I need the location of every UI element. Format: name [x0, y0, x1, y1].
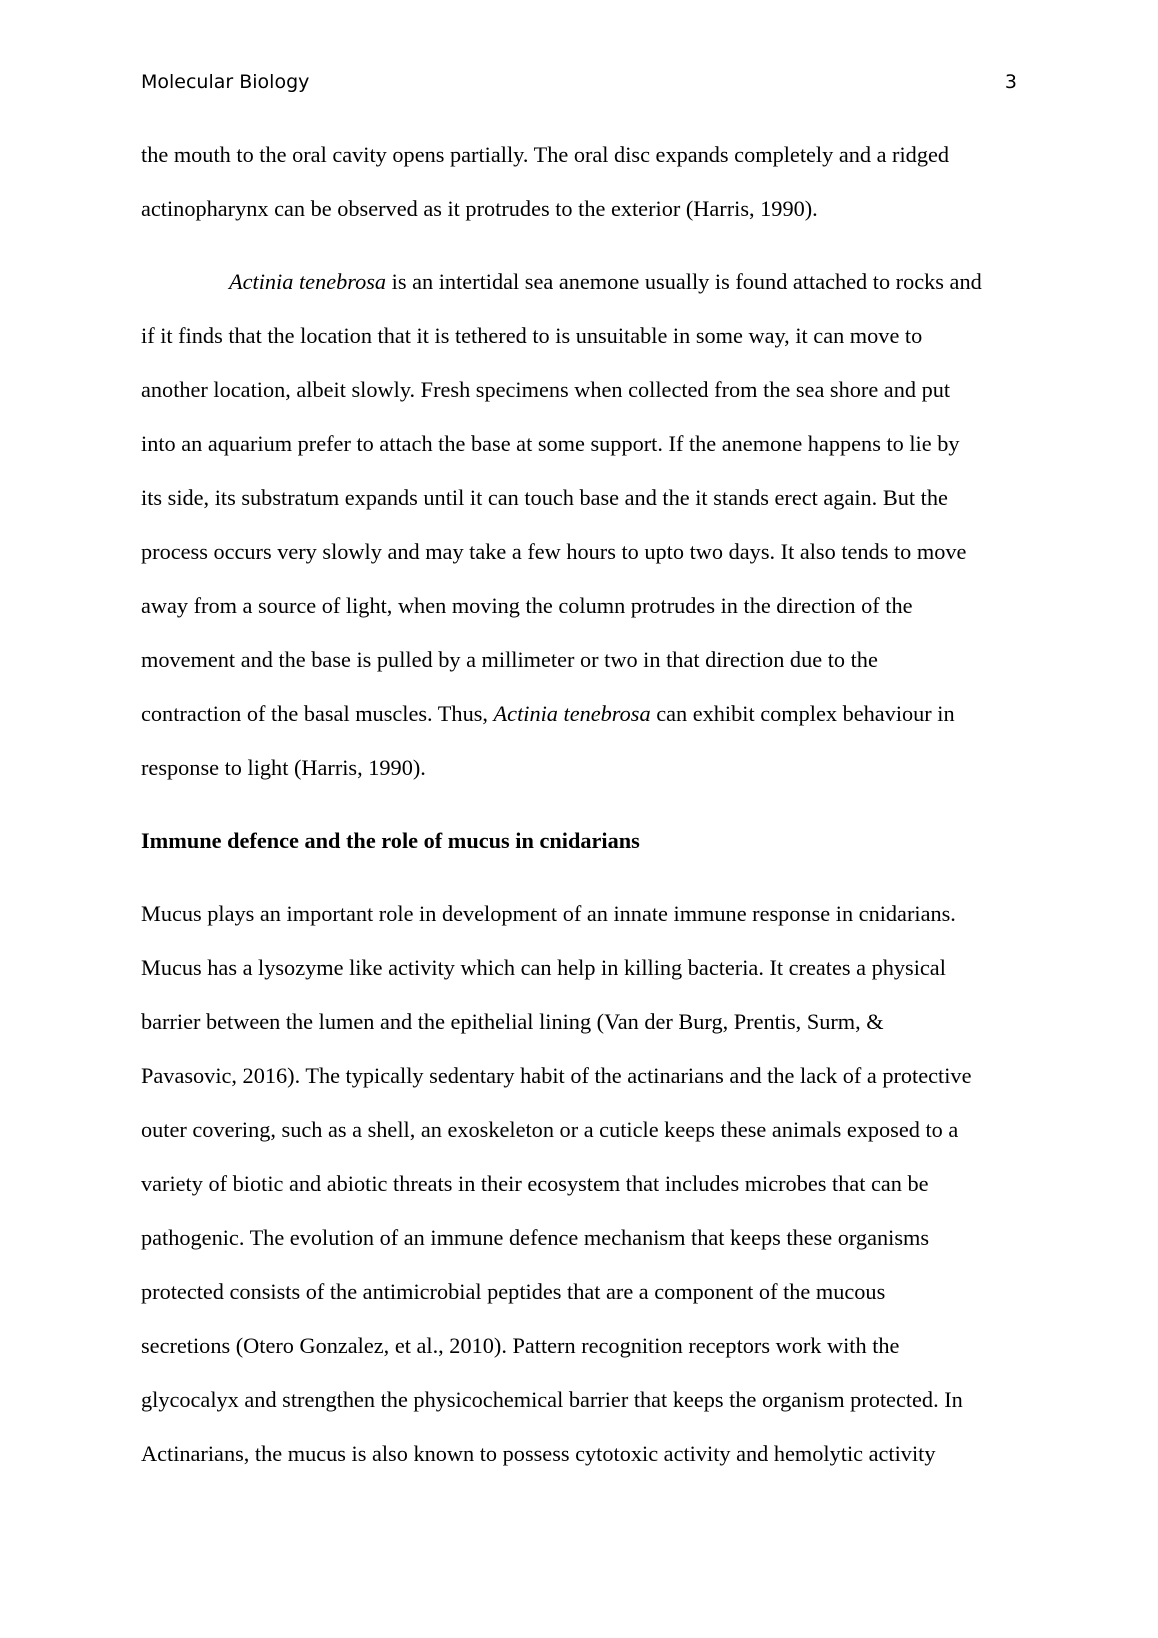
text-line: protected consists of the antimicrobial peptides that are a component of the mucous: [141, 1279, 886, 1304]
document-body: [141, 128, 1021, 1481]
header-title: Molecular Biology: [141, 71, 310, 93]
species-name: Actinia tenebrosa: [229, 269, 387, 294]
text-line: into an aquarium prefer to attach the base at some support. If the anemone happens to lie by: [141, 431, 960, 456]
text-line: away from a source of light, when moving the column protrudes in the direction of the: [141, 593, 913, 618]
paragraph-mucus: [141, 887, 1021, 1481]
section-heading: Immune defence and the role of mucus in cnidarians: [141, 828, 640, 853]
paragraph-actinia: [141, 255, 1021, 795]
text-line: pathogenic. The evolution of an immune defence mechanism that keeps these organisms: [141, 1225, 930, 1250]
text-fragment: is an intertidal sea anemone usually is found attached to rocks and: [386, 269, 982, 294]
text-line: barrier between the lumen and the epithelial lining (Van der Burg, Prentis, Surm, &: [141, 1009, 884, 1034]
text-line: another location, albeit slowly. Fresh specimens when collected from the sea shore and put: [141, 377, 951, 402]
text-line: Actinarians, the mucus is also known to possess cytotoxic activity and hemolytic activity: [141, 1441, 936, 1466]
text-line: secretions (Otero Gonzalez, et al., 2010). Pattern recognition receptors work with the: [141, 1333, 900, 1358]
text-line: if it finds that the location that it is tethered to is unsuitable in some way, it can move to: [141, 323, 923, 348]
text-line: process occurs very slowly and may take a few hours to upto two days. It also tends to move: [141, 539, 967, 564]
text-fragment: can exhibit complex behaviour in: [650, 701, 955, 726]
text-line: the mouth to the oral cavity opens partially. The oral disc expands completely and a ridged: [141, 142, 950, 167]
text-line: outer covering, such as a shell, an exoskeleton or a cuticle keeps these animals exposed to a: [141, 1117, 959, 1142]
paragraph-continuation: [141, 128, 1021, 236]
text-line: [141, 255, 1021, 309]
text-line: movement and the base is pulled by a millimeter or two in that direction due to the: [141, 647, 878, 672]
running-header: [141, 68, 1017, 96]
species-name: Actinia tenebrosa: [493, 701, 651, 726]
text-line: Pavasovic, 2016). The typically sedentary habit of the actinarians and the lack of a protective: [141, 1063, 972, 1088]
text-line: variety of biotic and abiotic threats in their ecosystem that includes microbes that can be: [141, 1171, 929, 1196]
text-line: [141, 687, 1021, 741]
text-line: glycocalyx and strengthen the physicochemical barrier that keeps the organism protected. In: [141, 1387, 963, 1412]
text-line: Mucus plays an important role in development of an innate immune response in cnidarians.: [141, 901, 956, 926]
text-line: Mucus has a lysozyme like activity which can help in killing bacteria. It creates a physical: [141, 955, 946, 980]
text-line: response to light (Harris, 1990).: [141, 755, 426, 780]
text-line: actinopharynx can be observed as it protrudes to the exterior (Harris, 1990).: [141, 196, 818, 221]
text-line: its side, its substratum expands until it can touch base and the it stands erect again. But the: [141, 485, 948, 510]
text-fragment: contraction of the basal muscles. Thus,: [141, 701, 494, 726]
page-number: 3: [1004, 71, 1017, 93]
